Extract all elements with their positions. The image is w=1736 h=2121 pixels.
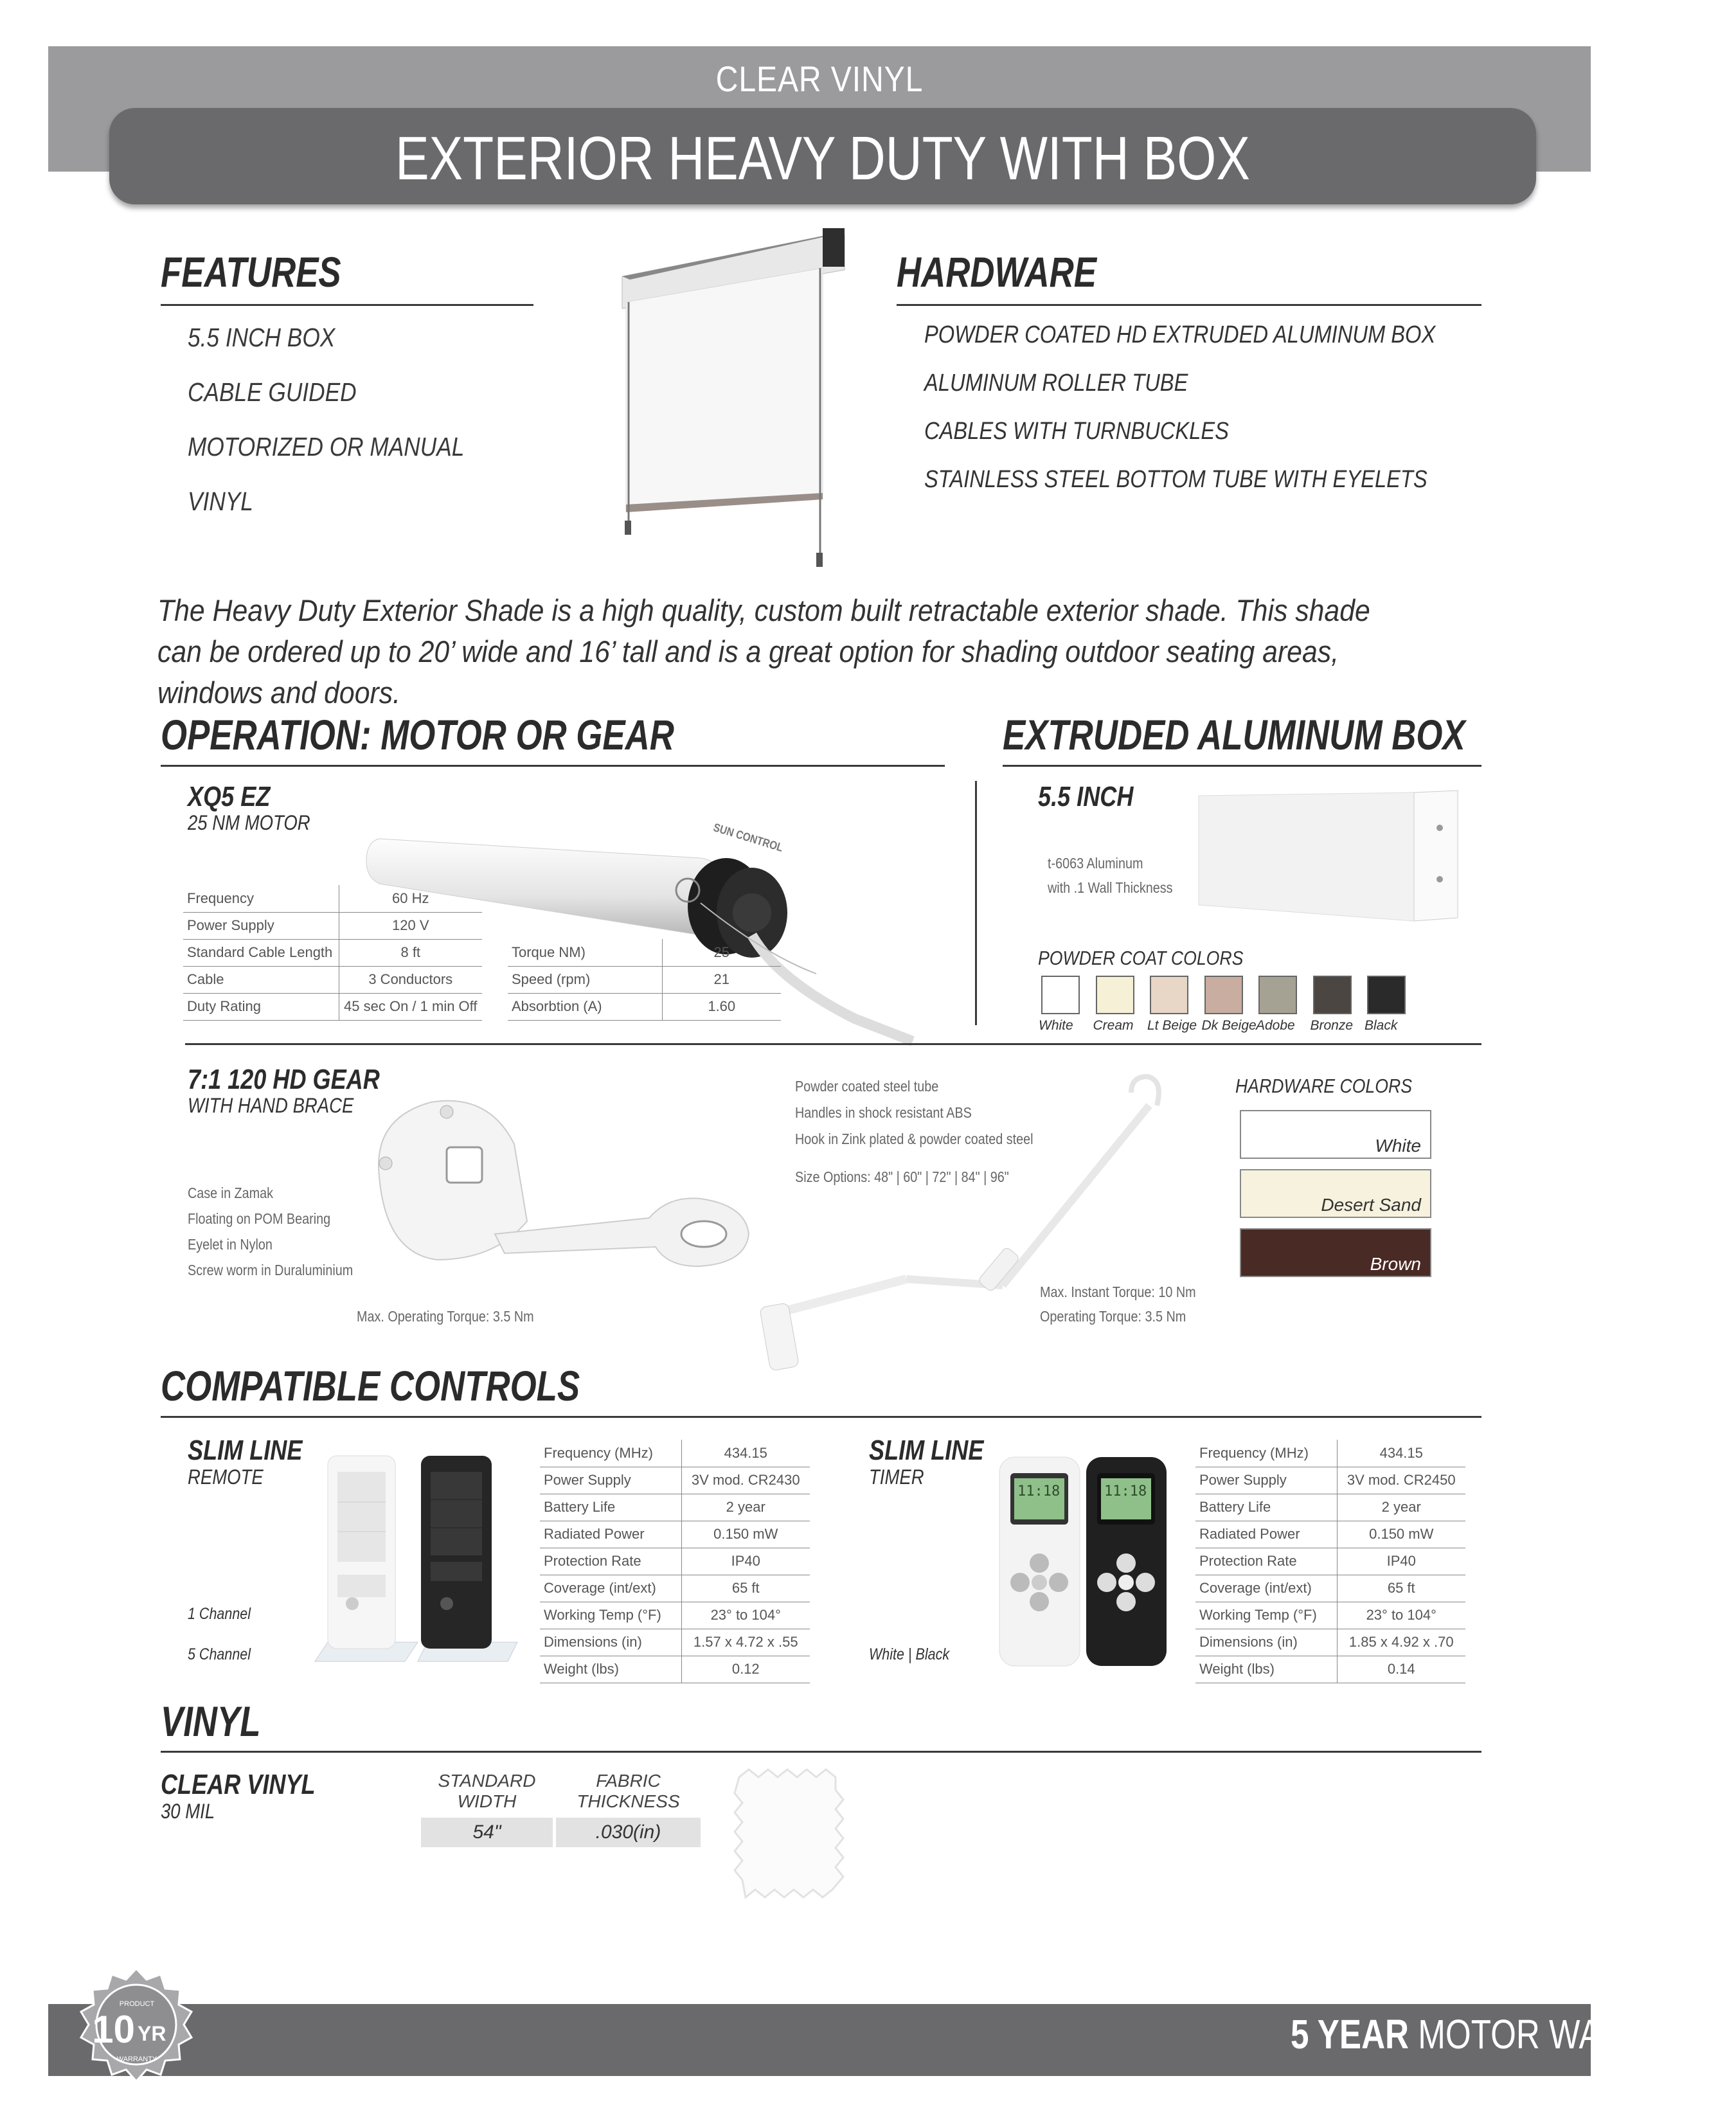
color-swatch	[1367, 976, 1406, 1014]
operation-heading: OPERATION: MOTOR OR GEAR	[161, 711, 674, 758]
spec-label: Frequency (MHz)	[1195, 1440, 1337, 1467]
spec-label: Radiated Power	[540, 1521, 681, 1548]
crank-torque: Operating Torque: 3.5 Nm	[1040, 1308, 1186, 1325]
box-size: 5.5 INCH	[1038, 781, 1134, 812]
hardware-item: CABLES WITH TURNBUCKLES	[924, 418, 1229, 445]
table-row	[508, 939, 781, 966]
table-row	[1195, 1656, 1465, 1683]
product-description: The Heavy Duty Exterior Shade is a high quality, custom built retractable exterior shade. This shade can be ordered up to 20’ wide and 16’ tall and is a great option for shading outdoor seating areas, windows and doors.	[157, 593, 1370, 710]
timer-display-white: 11:18	[1017, 1483, 1060, 1499]
page-subtitle: CLEAR VINYL	[715, 58, 924, 99]
gear-image	[366, 1093, 765, 1279]
table-row	[1195, 1629, 1465, 1656]
vinyl-name: CLEAR VINYL	[161, 1769, 316, 1800]
badge-number: 10	[92, 2008, 135, 2051]
color-swatch	[1258, 976, 1297, 1014]
table-row	[540, 1521, 810, 1548]
table-row	[1195, 1440, 1465, 1467]
timer-display-black: 11:18	[1104, 1483, 1147, 1499]
features-rule	[161, 304, 533, 306]
spec-value: 120 V	[339, 912, 482, 939]
spec-value: 0.14	[1337, 1656, 1465, 1683]
spec-label: Dimensions (in)	[540, 1629, 681, 1656]
spec-label: Power Supply	[1195, 1467, 1337, 1494]
page-title: EXTERIOR HEAVY DUTY WITH BOX	[395, 124, 1250, 193]
spec-value: 8 ft	[339, 939, 482, 966]
hand-crank-image	[746, 1067, 1170, 1375]
color-swatch-label: Bronze	[1310, 1018, 1354, 1033]
gear-torque: Max. Operating Torque: 3.5 Nm	[357, 1308, 534, 1325]
box-rule	[1003, 765, 1481, 767]
table-row	[1195, 1494, 1465, 1521]
spec-label: Power Supply	[540, 1467, 681, 1494]
hardware-color-swatch	[1240, 1228, 1431, 1277]
warranty-bold: 5 YEAR	[1291, 2011, 1409, 2057]
spec-value: 3V mod. CR2430	[681, 1467, 810, 1494]
color-swatch	[1204, 976, 1243, 1014]
hardware-item: POWDER COATED HD EXTRUDED ALUMINUM BOX	[924, 321, 1436, 348]
gear-name: 7:1 120 HD GEAR	[188, 1064, 380, 1095]
table-row	[1195, 1521, 1465, 1548]
timer-sub: TIMER	[869, 1465, 924, 1489]
feature-item: 5.5 INCH BOX	[188, 323, 336, 352]
spec-label: Frequency	[183, 885, 339, 912]
table-row	[1195, 1602, 1465, 1629]
vinyl-col-header	[556, 1771, 701, 1812]
header-line: THICKNESS	[577, 1791, 680, 1811]
gear-note: Case in Zamak	[188, 1185, 274, 1201]
spec-value: 60 Hz	[339, 885, 482, 912]
vinyl-col-header	[421, 1771, 553, 1812]
spec-label: Weight (lbs)	[540, 1656, 681, 1683]
spec-label: Protection Rate	[540, 1548, 681, 1575]
vinyl-thickness-cell: .030(in)	[556, 1818, 701, 1847]
color-swatch-label: Black	[1365, 1018, 1398, 1033]
gear-note: Eyelet in Nylon	[188, 1236, 273, 1253]
gear-note: Screw worm in Duraluminium	[188, 1262, 353, 1278]
vinyl-heading: VINYL	[161, 1697, 261, 1745]
controls-heading: COMPATIBLE CONTROLS	[161, 1362, 580, 1410]
box-note: t-6063 Aluminum	[1048, 855, 1143, 872]
controls-rule	[161, 1416, 1481, 1418]
color-swatch-label: Dk Beige	[1201, 1018, 1257, 1033]
color-swatch-label: Adobe	[1256, 1018, 1295, 1033]
spec-label: Absorbtion (A)	[508, 993, 662, 1020]
color-swatch	[1313, 976, 1352, 1014]
crank-sizes: Size Options: 48" | 60" | 72" | 84" | 96"	[795, 1168, 1009, 1185]
motor-warranty-text	[1291, 2010, 1736, 2058]
spec-value: 2 year	[681, 1494, 810, 1521]
spec-label: Speed (rpm)	[508, 966, 662, 993]
feature-item: MOTORIZED OR MANUAL	[188, 432, 465, 461]
spec-value: 0.150 mW	[681, 1521, 810, 1548]
badge-top-text: PRODUCT	[119, 2000, 155, 2008]
spec-label: Battery Life	[1195, 1494, 1337, 1521]
gear-sub: WITH HAND BRACE	[188, 1094, 354, 1117]
spec-value: 65 ft	[681, 1575, 810, 1602]
box-note: with .1 Wall Thickness	[1048, 879, 1173, 896]
spec-value: 434.15	[1337, 1440, 1465, 1467]
remote-name: SLIM LINE	[188, 1435, 303, 1466]
hardware-color-swatch	[1240, 1169, 1431, 1218]
column-divider	[975, 781, 977, 1025]
spec-value: 25	[662, 939, 781, 966]
spec-value: 23° to 104°	[1337, 1602, 1465, 1629]
color-swatch-label: Cream	[1093, 1018, 1134, 1033]
table-row	[183, 993, 482, 1020]
spec-value: IP40	[681, 1548, 810, 1575]
motor-spec-table-right	[508, 939, 781, 1021]
color-swatch-label: Lt Beige	[1147, 1018, 1197, 1033]
spec-label: Coverage (int/ext)	[540, 1575, 681, 1602]
table-row	[1195, 1548, 1465, 1575]
spec-label: Power Supply	[183, 912, 339, 939]
warranty-rest: MOTOR WARRANTY	[1409, 2011, 1736, 2057]
timer-spec-table	[1195, 1440, 1465, 1683]
hardware-heading: HARDWARE	[897, 248, 1096, 296]
crank-note: Handles in shock resistant ABS	[795, 1104, 972, 1121]
timer-label: White | Black	[869, 1645, 950, 1663]
spec-value: 1.60	[662, 993, 781, 1020]
spec-label: Duty Rating	[183, 993, 339, 1020]
hardware-item: ALUMINUM ROLLER TUBE	[924, 370, 1188, 397]
color-swatch	[1150, 976, 1188, 1014]
hardware-item: STAINLESS STEEL BOTTOM TUBE WITH EYELETS	[924, 466, 1427, 493]
box-heading: EXTRUDED ALUMINUM BOX	[1003, 711, 1465, 758]
spec-label: Frequency (MHz)	[540, 1440, 681, 1467]
spec-value: 45 sec On / 1 min Off	[339, 993, 482, 1020]
spec-value: 1.85 x 4.92 x .70	[1337, 1629, 1465, 1656]
hardware-color-label: Brown	[1370, 1254, 1421, 1274]
remote-sub: REMOTE	[188, 1465, 264, 1489]
spec-label: Battery Life	[540, 1494, 681, 1521]
feature-item: VINYL	[188, 487, 253, 516]
table-row	[183, 939, 482, 966]
spec-label: Coverage (int/ext)	[1195, 1575, 1337, 1602]
crank-torque: Max. Instant Torque: 10 Nm	[1040, 1284, 1196, 1300]
color-swatch-label: White	[1039, 1018, 1073, 1033]
spec-value: 1.57 x 4.72 x .55	[681, 1629, 810, 1656]
feature-item: CABLE GUIDED	[188, 377, 357, 407]
gear-note: Floating on POM Bearing	[188, 1210, 331, 1227]
motor-sub: 25 NM MOTOR	[188, 811, 310, 834]
table-row	[540, 1629, 810, 1656]
spec-value: 0.150 mW	[1337, 1521, 1465, 1548]
operation-rule	[161, 765, 945, 767]
crank-note: Hook in Zink plated & powder coated steel	[795, 1131, 1034, 1147]
remote-label: 5 Channel	[188, 1645, 251, 1663]
features-heading: FEATURES	[161, 248, 341, 296]
spec-value: 21	[662, 966, 781, 993]
table-row	[183, 912, 482, 939]
table-row	[540, 1602, 810, 1629]
header-line: FABRIC	[596, 1771, 661, 1791]
table-row	[508, 966, 781, 993]
spec-value: IP40	[1337, 1548, 1465, 1575]
spec-value: 23° to 104°	[681, 1602, 810, 1629]
powder-coat-heading: POWDER COAT COLORS	[1038, 947, 1244, 969]
spec-label: Protection Rate	[1195, 1548, 1337, 1575]
spec-value: 2 year	[1337, 1494, 1465, 1521]
spec-value: 65 ft	[1337, 1575, 1465, 1602]
motor-spec-table-left	[183, 885, 482, 1021]
shade-product-image	[611, 228, 855, 569]
table-row	[1195, 1467, 1465, 1494]
hardware-color-label: White	[1375, 1136, 1421, 1156]
timer-name: SLIM LINE	[869, 1435, 984, 1466]
remote-spec-table	[540, 1440, 810, 1683]
table-row	[1195, 1575, 1465, 1602]
table-row	[540, 1656, 810, 1683]
spec-label: Torque NM)	[508, 939, 662, 966]
table-row	[540, 1575, 810, 1602]
spec-label: Cable	[183, 966, 339, 993]
table-row	[183, 885, 482, 912]
table-row	[540, 1467, 810, 1494]
operation-bottom-rule	[185, 1043, 1481, 1045]
remote-image	[309, 1449, 527, 1681]
table-row	[508, 993, 781, 1020]
spec-value: 3V mod. CR2450	[1337, 1467, 1465, 1494]
badge-yr: YR	[138, 2022, 166, 2045]
spec-label: Radiated Power	[1195, 1521, 1337, 1548]
spec-label: Working Temp (°F)	[1195, 1602, 1337, 1629]
spec-value: 3 Conductors	[339, 966, 482, 993]
badge-bottom-text: WARRANTY	[116, 2055, 157, 2063]
header-line: STANDARD	[438, 1771, 536, 1791]
spec-label: Weight (lbs)	[1195, 1656, 1337, 1683]
remote-label: 1 Channel	[188, 1605, 251, 1623]
spec-label: Standard Cable Length	[183, 939, 339, 966]
vinyl-sub: 30 MIL	[161, 1800, 215, 1823]
table-row	[540, 1494, 810, 1521]
vinyl-rule	[161, 1751, 1481, 1753]
color-swatch	[1096, 976, 1134, 1014]
header-line: WIDTH	[457, 1791, 517, 1811]
vinyl-swatch-image	[733, 1764, 848, 1902]
table-row	[540, 1440, 810, 1467]
hardware-rule	[897, 304, 1481, 306]
vinyl-width-cell: 54"	[421, 1818, 553, 1847]
spec-label: Dimensions (in)	[1195, 1629, 1337, 1656]
aluminum-box-image	[1195, 789, 1465, 924]
hardware-colors-heading: HARDWARE COLORS	[1235, 1075, 1413, 1097]
crank-note: Powder coated steel tube	[795, 1078, 939, 1095]
spec-label: Working Temp (°F)	[540, 1602, 681, 1629]
motor-name: XQ5 EZ	[188, 781, 271, 812]
motor-brand: SUN CONTROL	[711, 821, 785, 854]
table-row	[183, 966, 482, 993]
spec-value: 434.15	[681, 1440, 810, 1467]
color-swatch	[1041, 976, 1080, 1014]
hardware-color-label: Desert Sand	[1321, 1195, 1421, 1215]
table-row	[540, 1548, 810, 1575]
hardware-color-swatch	[1240, 1110, 1431, 1159]
spec-value: 0.12	[681, 1656, 810, 1683]
